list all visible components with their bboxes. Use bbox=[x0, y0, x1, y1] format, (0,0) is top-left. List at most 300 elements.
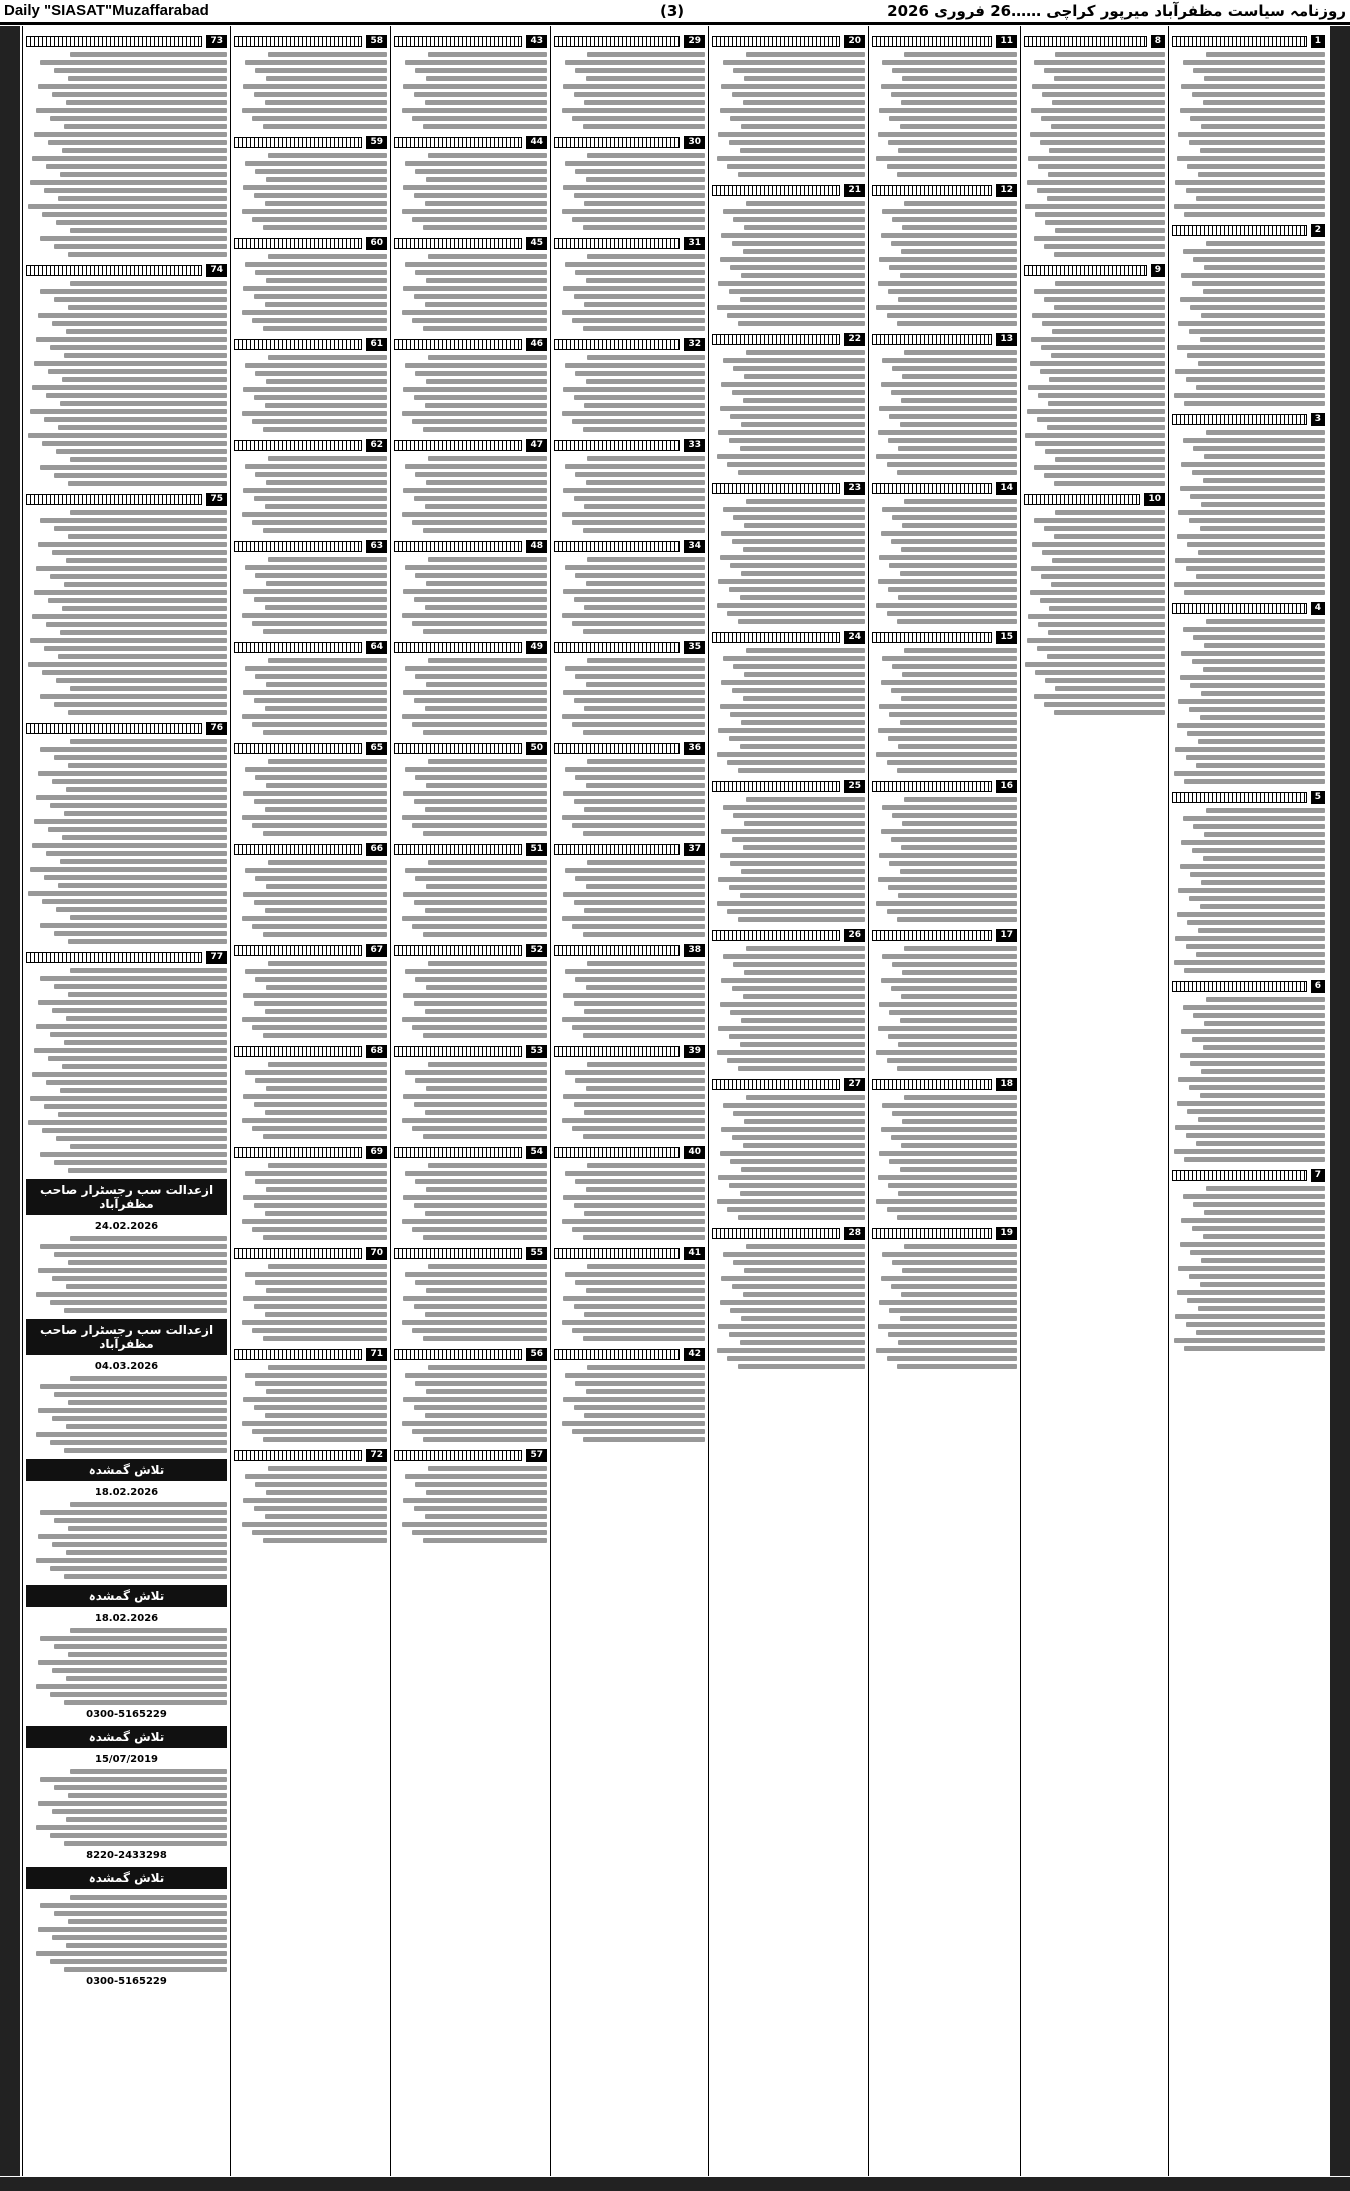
text-line bbox=[243, 1498, 387, 1503]
text-line bbox=[1180, 1242, 1325, 1247]
notice-header bbox=[554, 236, 705, 250]
text-line bbox=[904, 350, 1017, 355]
text-line bbox=[245, 464, 387, 469]
text-line bbox=[717, 1348, 865, 1353]
text-line bbox=[54, 702, 227, 707]
text-line bbox=[565, 1070, 705, 1075]
notice-number: 6 bbox=[1311, 980, 1325, 993]
text-line bbox=[889, 265, 1017, 270]
text-line bbox=[254, 698, 387, 703]
notice-number: 40 bbox=[684, 1146, 705, 1159]
text-line bbox=[718, 1175, 865, 1180]
text-line bbox=[1035, 441, 1165, 446]
notice-header-bar bbox=[712, 185, 840, 196]
text-line bbox=[403, 589, 547, 594]
notice-header-bar bbox=[554, 844, 680, 855]
text-line bbox=[1178, 1077, 1325, 1082]
text-line bbox=[255, 1280, 387, 1285]
text-line bbox=[428, 52, 547, 57]
text-line bbox=[265, 1312, 387, 1317]
text-line bbox=[1196, 385, 1325, 390]
notice-header bbox=[1172, 223, 1325, 237]
text-line bbox=[740, 148, 865, 153]
text-line bbox=[50, 1300, 227, 1305]
notice-number: 16 bbox=[996, 780, 1017, 793]
notice-header bbox=[712, 630, 865, 644]
text-line bbox=[740, 595, 865, 600]
text-line bbox=[266, 1490, 387, 1495]
notice-header bbox=[712, 183, 865, 197]
text-line bbox=[42, 899, 227, 904]
text-line bbox=[405, 969, 547, 974]
text-line bbox=[245, 1373, 387, 1378]
text-line bbox=[587, 658, 705, 663]
text-line bbox=[252, 217, 387, 222]
text-line bbox=[252, 419, 387, 424]
notice-number: 28 bbox=[844, 1227, 865, 1240]
text-line bbox=[423, 528, 547, 533]
text-line bbox=[242, 310, 387, 315]
notice-header bbox=[394, 943, 547, 957]
text-line bbox=[268, 860, 387, 865]
text-line bbox=[574, 294, 705, 299]
text-line bbox=[584, 1413, 705, 1418]
text-line bbox=[52, 550, 227, 555]
text-line bbox=[1198, 172, 1325, 177]
notice-header-bar bbox=[554, 945, 680, 956]
text-line bbox=[900, 1316, 1017, 1321]
notice-header bbox=[394, 438, 547, 452]
text-line bbox=[733, 1260, 865, 1265]
text-line bbox=[575, 674, 705, 679]
notice-header-bar bbox=[554, 743, 680, 754]
text-line bbox=[1047, 196, 1165, 201]
text-line bbox=[1052, 329, 1165, 334]
notice-number: 34 bbox=[684, 540, 705, 553]
text-line bbox=[572, 1429, 705, 1434]
notice-header-bar bbox=[234, 440, 362, 451]
text-line bbox=[54, 755, 227, 760]
text-line bbox=[68, 1919, 227, 1924]
text-line bbox=[56, 907, 227, 912]
text-line bbox=[412, 621, 547, 626]
notice-header bbox=[554, 1145, 705, 1159]
notice-header bbox=[234, 640, 387, 654]
notice-number: 11 bbox=[996, 35, 1017, 48]
text-line bbox=[268, 153, 387, 158]
text-line bbox=[265, 100, 387, 105]
text-line bbox=[1030, 132, 1165, 137]
notice-header bbox=[234, 1448, 387, 1462]
text-line bbox=[42, 1128, 227, 1133]
text-line bbox=[1037, 417, 1165, 422]
text-line bbox=[1189, 1274, 1325, 1279]
text-line bbox=[415, 674, 547, 679]
text-line bbox=[1206, 808, 1325, 813]
text-line bbox=[572, 621, 705, 626]
text-line bbox=[40, 1636, 227, 1641]
text-line bbox=[38, 771, 227, 776]
text-line bbox=[254, 1001, 387, 1006]
text-line bbox=[64, 1967, 227, 1972]
text-line bbox=[717, 305, 865, 310]
text-line bbox=[415, 68, 547, 73]
text-line bbox=[586, 278, 705, 283]
text-line bbox=[425, 1312, 547, 1317]
text-line bbox=[563, 791, 705, 796]
text-line bbox=[52, 1276, 227, 1281]
text-line bbox=[586, 1389, 705, 1394]
text-line bbox=[717, 1199, 865, 1204]
text-line bbox=[720, 257, 865, 262]
text-line bbox=[68, 763, 227, 768]
text-line bbox=[1193, 68, 1325, 73]
text-line bbox=[28, 891, 227, 896]
text-line bbox=[586, 682, 705, 687]
text-line bbox=[1193, 1202, 1325, 1207]
text-line bbox=[1027, 180, 1165, 185]
text-line bbox=[62, 1064, 227, 1069]
notice-header-bar bbox=[26, 494, 202, 505]
text-line bbox=[403, 690, 547, 695]
text-line bbox=[414, 698, 547, 703]
text-line bbox=[245, 1272, 387, 1277]
text-line bbox=[718, 1026, 865, 1031]
text-line bbox=[252, 1126, 387, 1131]
text-line bbox=[717, 1050, 865, 1055]
text-line bbox=[255, 876, 387, 881]
notice-header-bar bbox=[554, 1147, 680, 1158]
column-c1 bbox=[1168, 26, 1328, 2176]
text-line bbox=[1200, 148, 1325, 153]
text-line bbox=[1201, 124, 1325, 129]
text-line bbox=[255, 169, 387, 174]
notice-header bbox=[394, 34, 547, 48]
text-line bbox=[1206, 1186, 1325, 1191]
text-line bbox=[68, 1793, 227, 1798]
text-line bbox=[38, 1000, 227, 1005]
text-line bbox=[887, 909, 1018, 914]
text-line bbox=[426, 1086, 547, 1091]
text-line bbox=[583, 427, 705, 432]
notice-number: 43 bbox=[526, 35, 547, 48]
text-line bbox=[876, 752, 1017, 757]
text-line bbox=[255, 1179, 387, 1184]
text-line bbox=[897, 1364, 1017, 1369]
text-line bbox=[892, 962, 1017, 967]
text-line bbox=[743, 1143, 865, 1148]
notice-header-bar bbox=[712, 781, 840, 792]
notice-number: 42 bbox=[684, 1348, 705, 1361]
text-line bbox=[887, 313, 1018, 318]
text-line bbox=[1196, 574, 1325, 579]
text-line bbox=[574, 1405, 705, 1410]
text-line bbox=[729, 140, 865, 145]
text-line bbox=[34, 590, 227, 595]
text-line bbox=[902, 523, 1017, 528]
text-line bbox=[1040, 598, 1165, 603]
text-line bbox=[32, 843, 227, 848]
text-line bbox=[252, 116, 387, 121]
text-line bbox=[66, 1817, 227, 1822]
text-line bbox=[414, 496, 547, 501]
text-line bbox=[746, 648, 865, 653]
text-line bbox=[563, 286, 705, 291]
text-line bbox=[255, 270, 387, 275]
text-line bbox=[30, 409, 227, 414]
text-line bbox=[741, 1018, 865, 1023]
notice-number: 70 bbox=[366, 1247, 387, 1260]
text-line bbox=[562, 714, 705, 719]
text-line bbox=[403, 1094, 547, 1099]
text-line bbox=[426, 379, 547, 384]
text-line bbox=[888, 289, 1017, 294]
text-line bbox=[1178, 1266, 1325, 1271]
notice-header-bar bbox=[1172, 603, 1307, 614]
notice-header-bar bbox=[554, 1046, 680, 1057]
text-line bbox=[1037, 188, 1165, 193]
notice-number: 56 bbox=[526, 1348, 547, 1361]
column-c6 bbox=[390, 26, 550, 2176]
text-line bbox=[583, 1437, 705, 1442]
text-line bbox=[412, 1328, 547, 1333]
text-line bbox=[583, 1336, 705, 1341]
text-line bbox=[1187, 353, 1325, 358]
text-line bbox=[1186, 944, 1325, 949]
text-line bbox=[70, 739, 227, 744]
text-line bbox=[40, 465, 227, 470]
text-line bbox=[252, 722, 387, 727]
text-line bbox=[425, 1009, 547, 1014]
text-line bbox=[254, 900, 387, 905]
notice-header-bar bbox=[554, 137, 680, 148]
notice-header-bar bbox=[872, 781, 992, 792]
text-line bbox=[891, 92, 1017, 97]
text-line bbox=[563, 185, 705, 190]
text-line bbox=[48, 369, 227, 374]
text-line bbox=[882, 209, 1017, 214]
text-line bbox=[878, 1324, 1017, 1329]
notice-number: 57 bbox=[526, 1449, 547, 1462]
section-heading: ازعدالت سب رجسٹرار صاحب مظفرآباد bbox=[26, 1179, 227, 1215]
notice-header bbox=[394, 1246, 547, 1260]
notice-number: 55 bbox=[526, 1247, 547, 1260]
text-line bbox=[892, 366, 1017, 371]
notice-header bbox=[872, 332, 1017, 346]
text-line bbox=[1206, 52, 1325, 57]
text-line bbox=[263, 1336, 387, 1341]
text-line bbox=[744, 225, 865, 230]
text-line bbox=[66, 1943, 227, 1948]
text-line bbox=[743, 547, 865, 552]
text-line bbox=[1045, 449, 1165, 454]
text-line bbox=[1200, 904, 1325, 909]
text-line bbox=[732, 92, 865, 97]
notice-header bbox=[394, 135, 547, 149]
text-line bbox=[727, 313, 865, 318]
text-line bbox=[36, 1432, 227, 1437]
text-line bbox=[897, 470, 1017, 475]
text-line bbox=[1183, 1194, 1325, 1199]
text-line bbox=[1048, 401, 1165, 406]
text-line bbox=[30, 867, 227, 872]
text-line bbox=[54, 244, 227, 249]
text-line bbox=[263, 1235, 387, 1240]
text-line bbox=[876, 1348, 1017, 1353]
text-line bbox=[729, 1332, 865, 1337]
text-line bbox=[1044, 297, 1165, 302]
text-line bbox=[60, 1088, 227, 1093]
text-line bbox=[727, 1207, 865, 1212]
notice-header-bar bbox=[554, 440, 680, 451]
text-line bbox=[741, 720, 865, 725]
notice-date: 18.02.2026 bbox=[94, 1487, 159, 1498]
text-line bbox=[1189, 896, 1325, 901]
text-line bbox=[36, 337, 227, 342]
text-line bbox=[718, 1324, 865, 1329]
text-line bbox=[425, 100, 547, 105]
notice-header bbox=[394, 1347, 547, 1361]
text-line bbox=[266, 177, 387, 182]
text-line bbox=[252, 621, 387, 626]
text-line bbox=[243, 1195, 387, 1200]
text-line bbox=[415, 876, 547, 881]
notice-header-bar bbox=[394, 1450, 522, 1461]
text-line bbox=[402, 916, 547, 921]
text-line bbox=[1203, 1045, 1325, 1050]
text-line bbox=[881, 680, 1017, 685]
text-line bbox=[425, 1211, 547, 1216]
text-line bbox=[881, 1276, 1017, 1281]
notice-number: 59 bbox=[366, 136, 387, 149]
text-line bbox=[423, 225, 547, 230]
text-line bbox=[718, 728, 865, 733]
text-line bbox=[38, 1534, 227, 1539]
text-line bbox=[898, 1042, 1017, 1047]
text-line bbox=[879, 108, 1017, 113]
text-line bbox=[1034, 518, 1165, 523]
text-line bbox=[1206, 241, 1325, 246]
text-line bbox=[904, 946, 1017, 951]
text-line bbox=[54, 1518, 227, 1523]
text-line bbox=[415, 1280, 547, 1285]
text-line bbox=[402, 613, 547, 618]
text-line bbox=[425, 1110, 547, 1115]
text-line bbox=[1025, 662, 1165, 667]
text-line bbox=[52, 779, 227, 784]
text-line bbox=[889, 1010, 1017, 1015]
text-line bbox=[888, 1034, 1017, 1039]
notice-header-bar bbox=[26, 952, 202, 963]
text-line bbox=[584, 1110, 705, 1115]
text-line bbox=[740, 297, 865, 302]
text-line bbox=[889, 1308, 1017, 1313]
text-line bbox=[266, 379, 387, 384]
text-line bbox=[584, 403, 705, 408]
text-line bbox=[402, 108, 547, 113]
text-line bbox=[32, 156, 227, 161]
text-line bbox=[733, 68, 865, 73]
text-line bbox=[1032, 542, 1165, 547]
text-line bbox=[56, 220, 227, 225]
notice-number: 4 bbox=[1311, 602, 1325, 615]
notice-header bbox=[554, 943, 705, 957]
text-line bbox=[254, 395, 387, 400]
text-line bbox=[402, 714, 547, 719]
text-line bbox=[584, 504, 705, 509]
text-line bbox=[575, 169, 705, 174]
text-line bbox=[723, 1103, 865, 1108]
text-line bbox=[889, 861, 1017, 866]
text-line bbox=[1177, 723, 1325, 728]
text-line bbox=[64, 353, 227, 358]
text-line bbox=[268, 52, 387, 57]
text-line bbox=[255, 68, 387, 73]
text-line bbox=[1203, 667, 1325, 672]
text-line bbox=[583, 730, 705, 735]
text-line bbox=[428, 1264, 547, 1269]
text-line bbox=[718, 430, 865, 435]
text-line bbox=[1189, 140, 1325, 145]
notice-number: 1 bbox=[1311, 35, 1325, 48]
text-line bbox=[38, 542, 227, 547]
text-line bbox=[892, 68, 1017, 73]
column-c4 bbox=[708, 26, 868, 2176]
text-line bbox=[64, 1308, 227, 1313]
notice-header-bar bbox=[712, 632, 840, 643]
text-line bbox=[1204, 76, 1325, 81]
text-line bbox=[733, 515, 865, 520]
text-line bbox=[901, 1143, 1017, 1148]
text-line bbox=[1174, 1149, 1325, 1154]
text-line bbox=[892, 1111, 1017, 1116]
notice-number: 3 bbox=[1311, 413, 1325, 426]
text-line bbox=[876, 305, 1017, 310]
column-c8 bbox=[22, 26, 230, 2176]
text-line bbox=[584, 706, 705, 711]
text-line bbox=[50, 116, 227, 121]
text-line bbox=[904, 52, 1017, 57]
text-line bbox=[879, 1002, 1017, 1007]
text-line bbox=[425, 504, 547, 509]
notice-number: 24 bbox=[844, 631, 865, 644]
text-line bbox=[414, 799, 547, 804]
text-line bbox=[266, 480, 387, 485]
text-line bbox=[879, 1300, 1017, 1305]
text-line bbox=[574, 1203, 705, 1208]
text-line bbox=[1206, 619, 1325, 624]
text-line bbox=[423, 730, 547, 735]
text-line bbox=[66, 558, 227, 563]
text-line bbox=[426, 682, 547, 687]
text-line bbox=[727, 909, 865, 914]
text-line bbox=[562, 815, 705, 820]
text-line bbox=[425, 1514, 547, 1519]
text-line bbox=[268, 1466, 387, 1471]
text-line bbox=[36, 1684, 227, 1689]
text-line bbox=[38, 1927, 227, 1932]
text-line bbox=[242, 613, 387, 618]
text-line bbox=[740, 893, 865, 898]
text-line bbox=[1048, 630, 1165, 635]
text-line bbox=[426, 1490, 547, 1495]
text-line bbox=[887, 1207, 1018, 1212]
notice-header bbox=[712, 481, 865, 495]
notice-header-bar bbox=[234, 743, 362, 754]
text-line bbox=[898, 595, 1017, 600]
text-line bbox=[1192, 1226, 1325, 1231]
text-line bbox=[574, 92, 705, 97]
